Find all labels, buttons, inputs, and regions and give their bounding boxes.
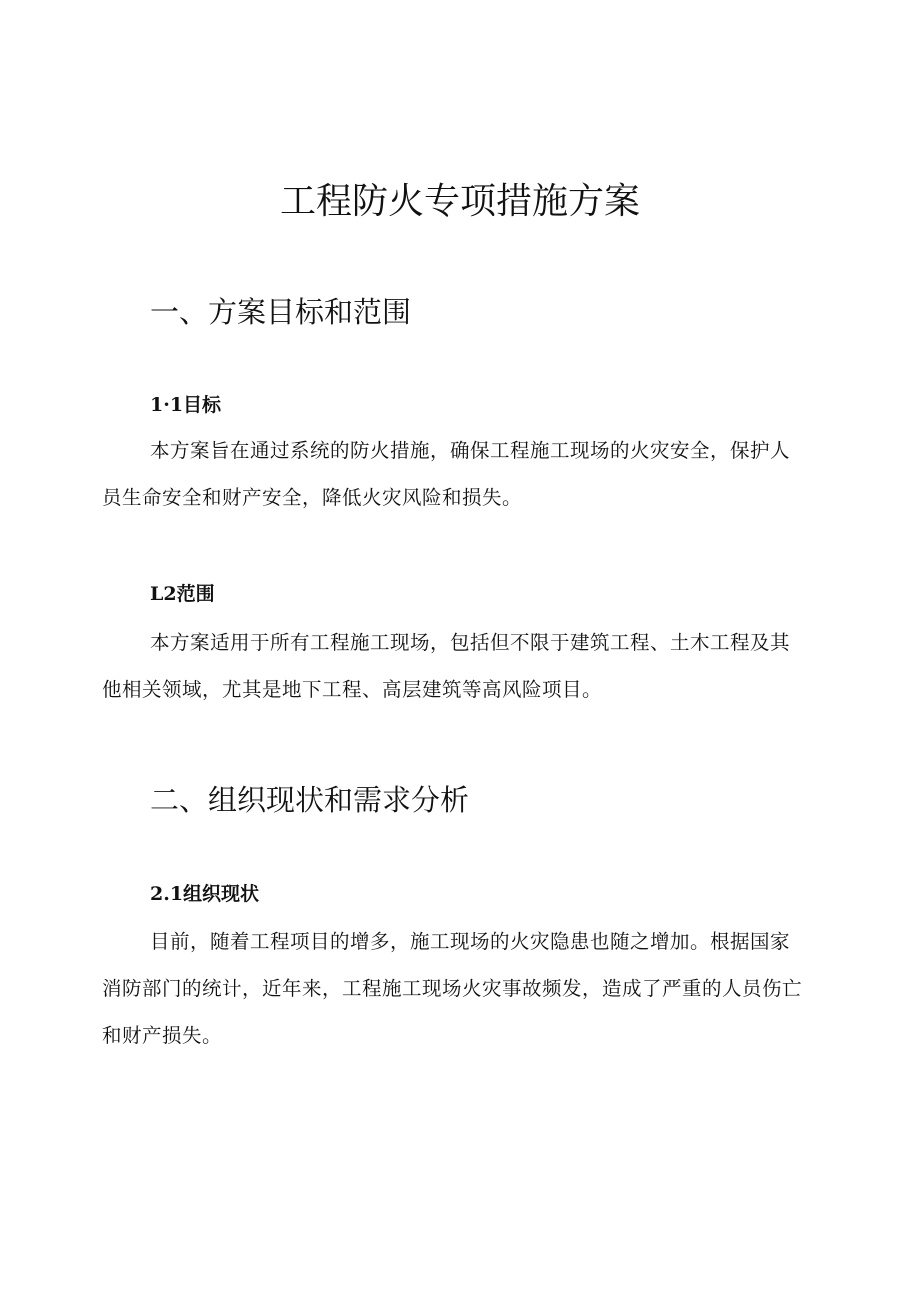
- paragraph-1-2: 本方案适用于所有工程施工现场，包括但不限于建筑工程、土木工程及其他相关领域，尤其是地下工程、高层建筑等高风险项目。: [102, 631, 791, 701]
- document-title: 工程防火专项措施方案: [279, 181, 640, 222]
- subsection-heading-2-1: 2.1组织现状: [150, 883, 260, 905]
- section-heading-1: 一、方案目标和范围: [150, 295, 412, 329]
- paragraph-2-1: 目前，随着工程项目的增多，施工现场的火灾隐患也随之增加。根据国家消防部门的统计，近年来，工程施工现场火灾事故频发，造成了严重的人员伤亡和财产损失。: [102, 930, 803, 1047]
- section-heading-2: 二、组织现状和需求分析: [150, 783, 470, 817]
- subsection-heading-1-2: L2范围: [150, 583, 215, 605]
- subsection-heading-1-1: 1·1目标: [150, 394, 222, 416]
- paragraph-1-1: 本方案旨在通过系统的防火措施，确保工程施工现场的火灾安全，保护人员生命安全和财产安全，降低火灾风险和损失。: [102, 439, 791, 509]
